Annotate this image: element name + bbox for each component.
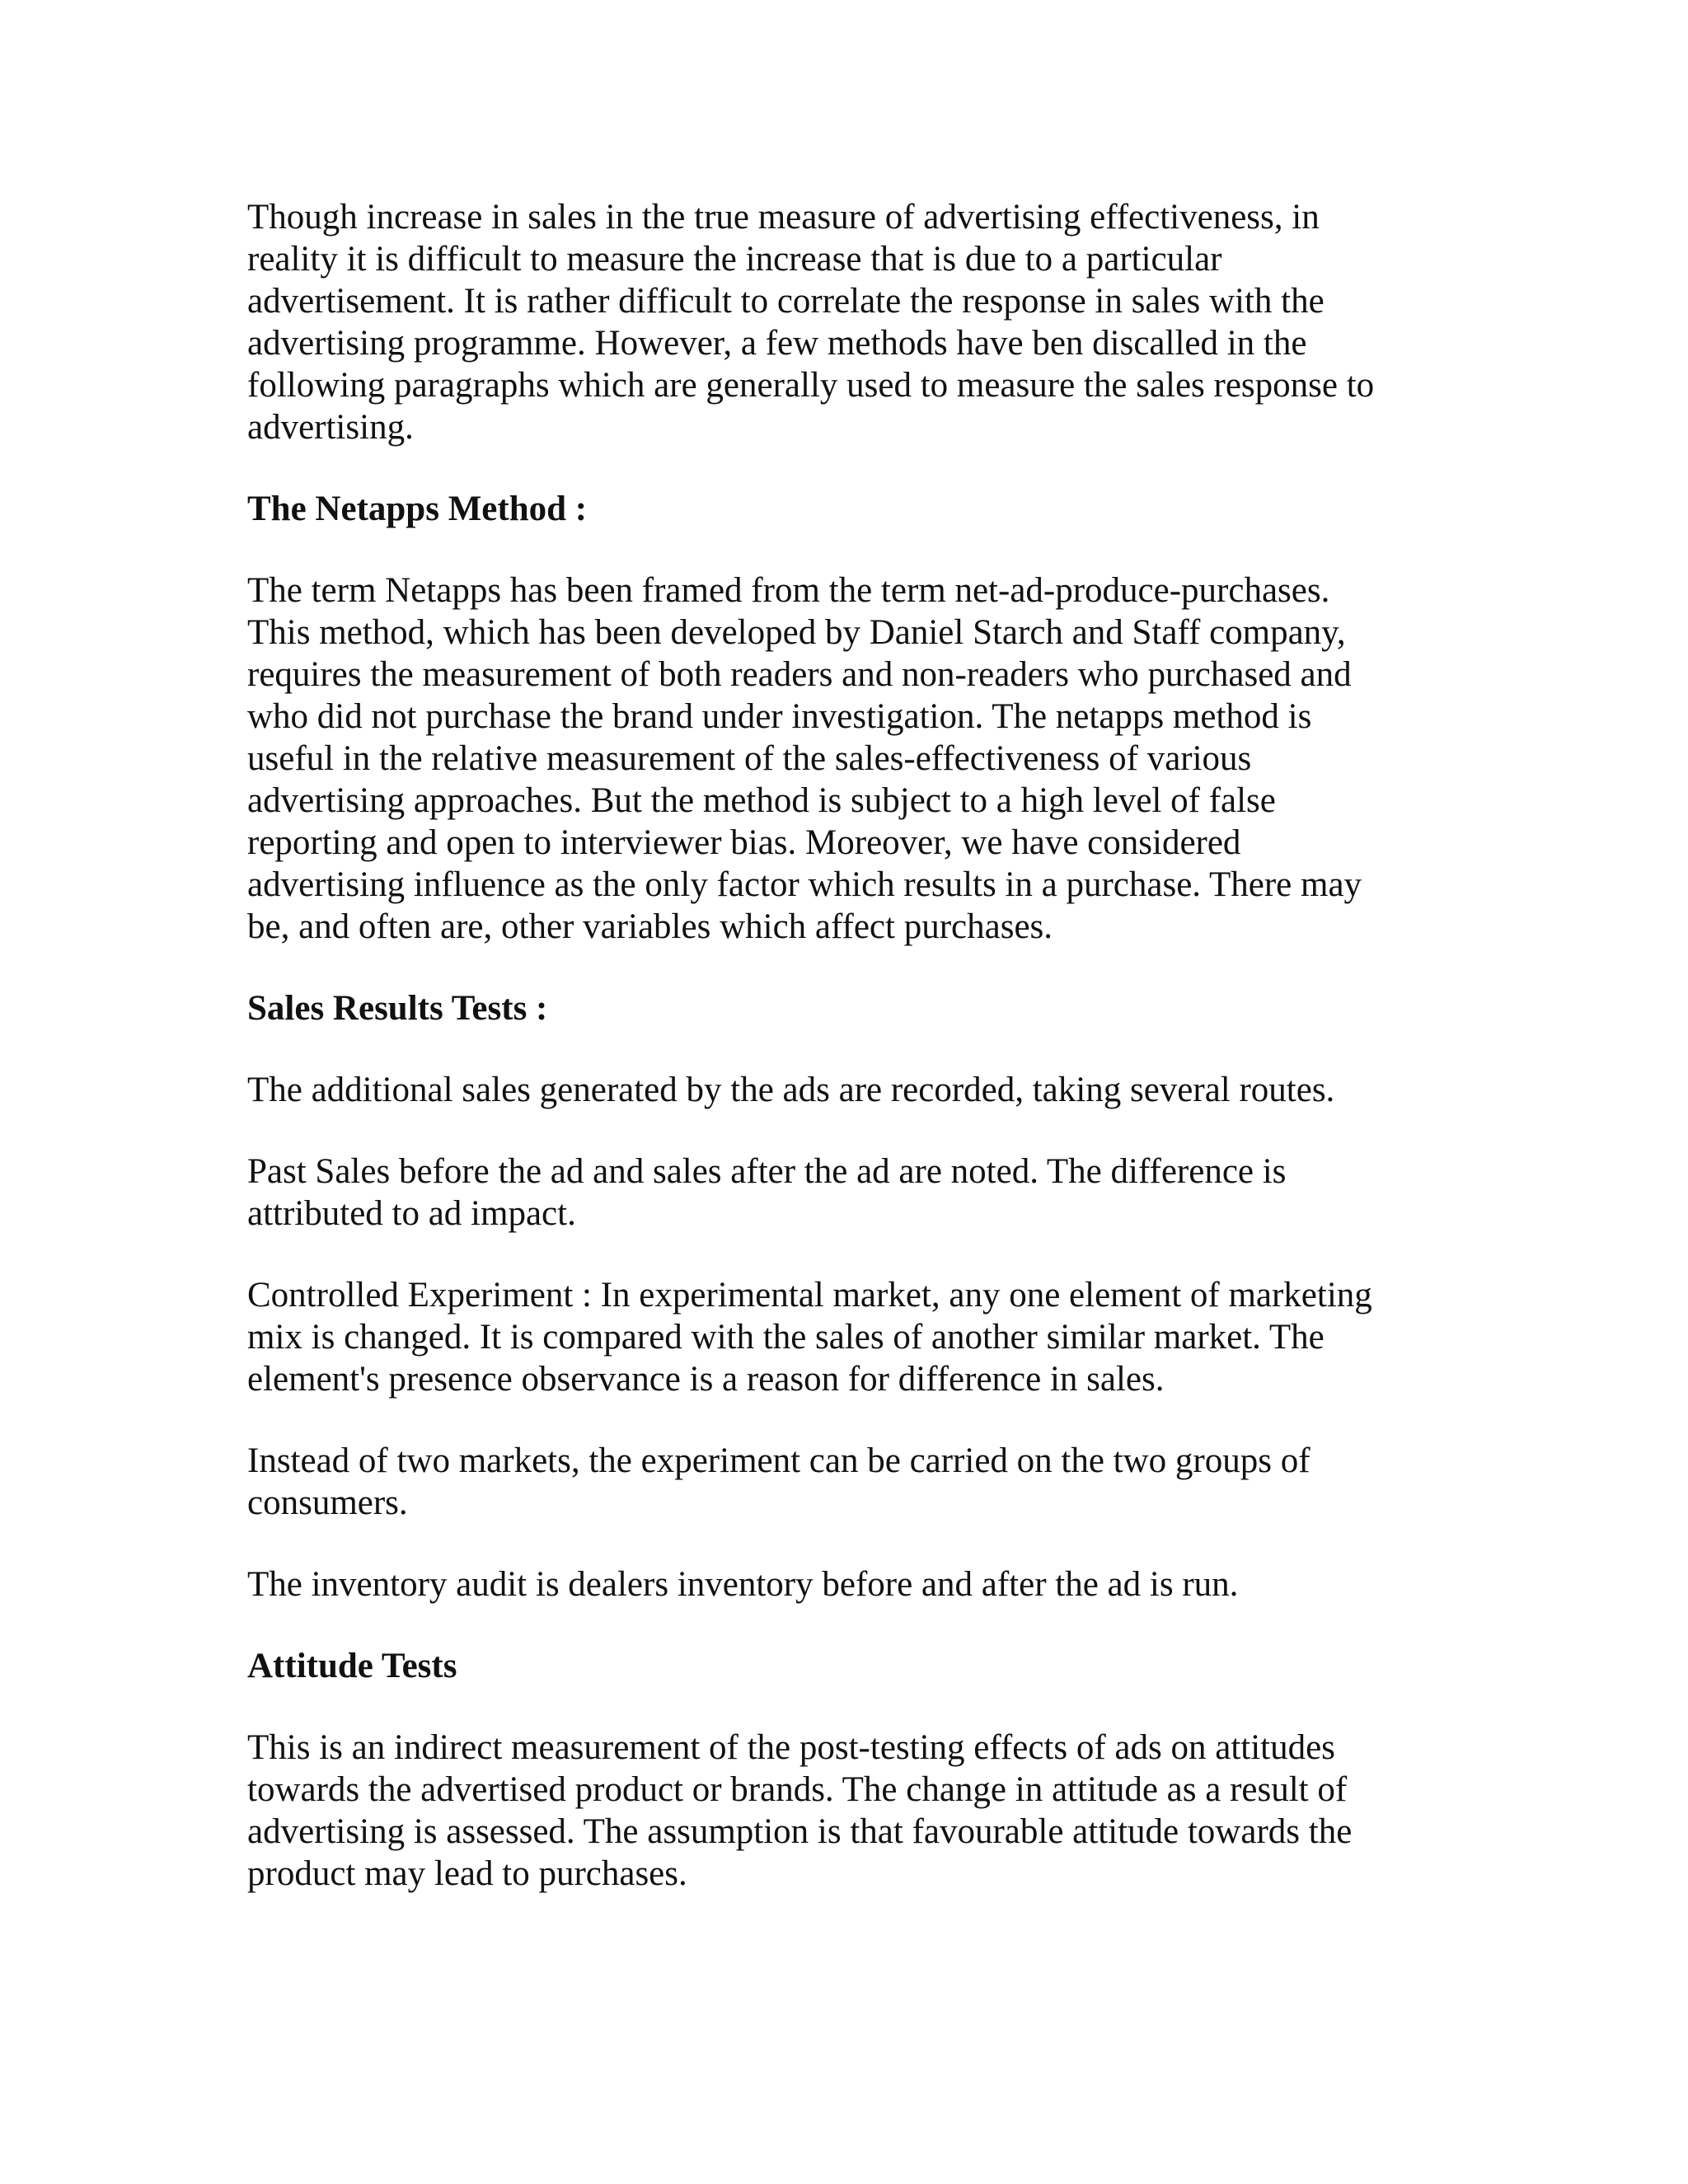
netapps-heading: The Netapps Method : [247, 490, 588, 528]
text-line: reporting and open to interviewer bias. Moreover, we have considered [247, 823, 1241, 862]
document-body [247, 196, 1451, 1934]
text-line: advertising. [247, 408, 414, 447]
text-line: be, and often are, other variables which affect purchases. [247, 907, 1053, 946]
sales-paragraph-1 [247, 1069, 1451, 1111]
text-line: reality it is difficult to measure the increase that is due to a particular [247, 240, 1222, 279]
text-line: advertising influence as the only factor which results in a purchase. There may [247, 865, 1362, 904]
sales-results-heading: Sales Results Tests : [247, 989, 548, 1028]
text-line: advertising is assessed. The assumption is that favourable attitude towards the [247, 1812, 1353, 1851]
text-line: following paragraphs which are generally used to measure the sales response to [247, 366, 1375, 405]
text-line: attributed to ad impact. [247, 1194, 576, 1233]
text-line: consumers. [247, 1483, 408, 1522]
text-line: towards the advertised product or brands. The change in attitude as a result of [247, 1770, 1348, 1809]
attitude-paragraph [247, 1727, 1451, 1895]
text-line: The term Netapps has been framed from the term net-ad-produce-purchases. [247, 571, 1330, 610]
text-line: The additional sales generated by the ads are recorded, taking several routes. [247, 1071, 1335, 1109]
text-line: The inventory audit is dealers inventory before and after the ad is run. [247, 1565, 1239, 1604]
text-line: requires the measurement of both readers and non-readers who purchased and [247, 655, 1352, 694]
text-line: Instead of two markets, the experiment can be carried on the two groups of [247, 1441, 1311, 1480]
netapps-paragraph [247, 569, 1451, 948]
text-line: Past Sales before the ad and sales after the ad are noted. The difference is [247, 1152, 1287, 1191]
text-line: product may lead to purchases. [247, 1854, 687, 1893]
sales-paragraph-5 [247, 1563, 1451, 1605]
text-line: advertising programme. However, a few methods have ben discalled in the [247, 324, 1307, 363]
text-line: advertisement. It is rather difficult to correlate the response in sales with the [247, 282, 1325, 321]
text-line: This method, which has been developed by Daniel Starch and Staff company, [247, 613, 1346, 652]
text-line: element's presence observance is a reason for difference in sales. [247, 1360, 1165, 1399]
text-line: advertising approaches. But the method is subject to a high level of false [247, 781, 1276, 820]
text-line: Though increase in sales in the true measure of advertising effectiveness, in [247, 198, 1320, 237]
attitude-tests-heading: Attitude Tests [247, 1647, 457, 1685]
sales-paragraph-2 [247, 1151, 1451, 1235]
text-line: This is an indirect measurement of the post-testing effects of ads on attitudes [247, 1728, 1335, 1767]
sales-paragraph-4 [247, 1440, 1451, 1524]
text-line: mix is changed. It is compared with the sales of another similar market. The [247, 1318, 1325, 1357]
text-line: useful in the relative measurement of the sales-effectiveness of various [247, 739, 1252, 778]
intro-paragraph [247, 196, 1451, 448]
text-line: who did not purchase the brand under investigation. The netapps method is [247, 697, 1312, 736]
sales-paragraph-3 [247, 1274, 1451, 1400]
text-line: Controlled Experiment : In experimental market, any one element of marketing [247, 1276, 1372, 1315]
